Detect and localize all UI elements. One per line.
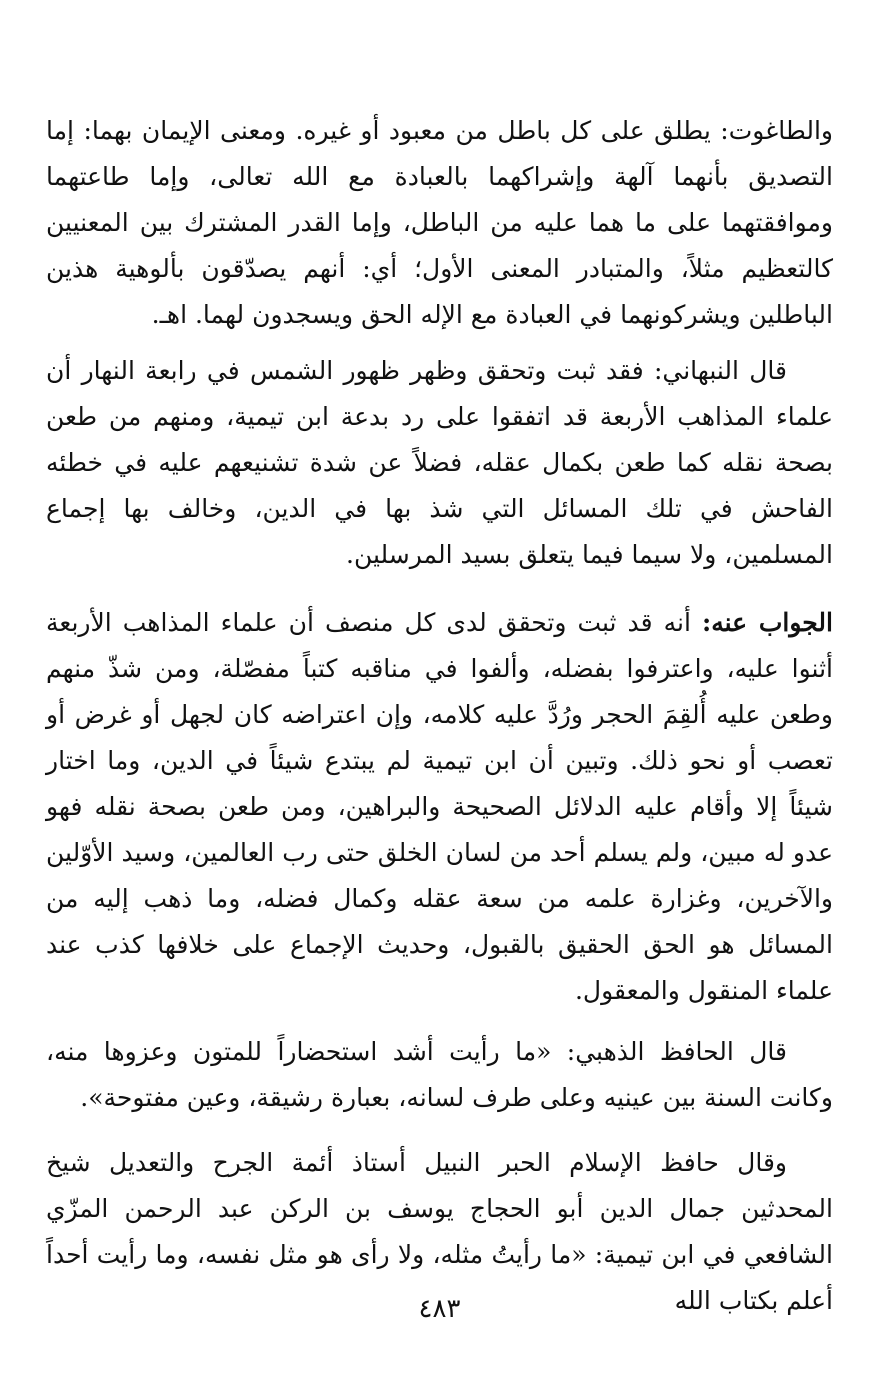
paragraph-answer bbox=[46, 600, 833, 1014]
paragraph-nabhani-quote bbox=[46, 348, 833, 578]
page-number: ٤٨٣ bbox=[418, 1294, 461, 1324]
paragraph-text: والطاغوت: يطلق على كل باطل من معبود أو غيره. ومعنى الإيمان بهما: إما التصديق بأنهما آلهة وإشراكهما بالعبادة مع الله تعالى، وإما طاعتهما وموافقتهما على ما هما عليه من الباطل، وإما القدر المشترك بين المعنيين كالتعظيم مثلاً، والمتبادر المعنى الأول؛ أي: أنهم يصدّقون بألوهية هذين الباطلين ويشركونهما في العبادة مع الإله الحق ويسجدون لهما. اهـ. bbox=[46, 116, 833, 329]
paragraph-taghut-definition bbox=[46, 108, 833, 338]
paragraph-text: قال الحافظ الذهبي: «ما رأيت أشد استحضاراً للمتون وعزوها منه، وكانت السنة بين عينيه وعلى طرف لسانه، بعبارة رشيقة، وعين مفتوحة». bbox=[46, 1037, 833, 1112]
paragraph-text: أنه قد ثبت وتحقق لدى كل منصف أن علماء المذاهب الأربعة أثنوا عليه، واعترفوا بفضله، وألفوا في مناقبه كتباً مفصّلة، ومن شذّ منهم وطعن عليه أُلقِمَ الحجر ورُدَّ عليه كلامه، وإن اعتراضه كان لجهل أو غرض أو تعصب أو نحو ذلك. وتبين أن ابن تيمية لم يبتدع شيئاً في الدين، وما اختار شيئاً إلا وأقام عليه الدلائل الصحيحة والبراهين، ومن طعن بصحة نقله فهو عدو له مبين، ولم يسلم أحد من لسان الخلق حتى رب العالمين، وسيد الأوّلين والآخرين، وغزارة علمه من سعة عقله وكمال فضله، وما ذهب إليه من المسائل هو الحق الحقيق بالقبول، وحديث الإجماع على خلافها كذب عند علماء المنقول والمعقول. bbox=[46, 608, 833, 1005]
paragraph-dhahabi-quote bbox=[46, 1029, 833, 1121]
answer-heading: الجواب عنه: bbox=[702, 608, 833, 637]
paragraph-text: قال النبهاني: فقد ثبت وتحقق وظهر ظهور الشمس في رابعة النهار أن علماء المذاهب الأربعة قد اتفقوا على رد بدعة ابن تيمية، ومنهم من طعن بصحة نقله كما طعن بكمال عقله، فضلاً عن شدة تشنيعهم عليه في خطئه الفاحش في تلك المسائل التي شذ بها في الدين، وخالف بها إجماع المسلمين، ولا سيما فيما يتعلق بسيد المرسلين. bbox=[46, 356, 833, 569]
paragraph-text: وقال حافظ الإسلام الحبر النبيل أستاذ أئمة الجرح والتعديل شيخ المحدثين جمال الدين أبو الحجاج يوسف بن الركن عبد الرحمن المزّي الشافعي في ابن تيمية: «ما رأيتُ مثله، ولا رأى هو مثل نفسه، وما رأيت أحداً أعلم بكتاب الله bbox=[46, 1148, 833, 1315]
